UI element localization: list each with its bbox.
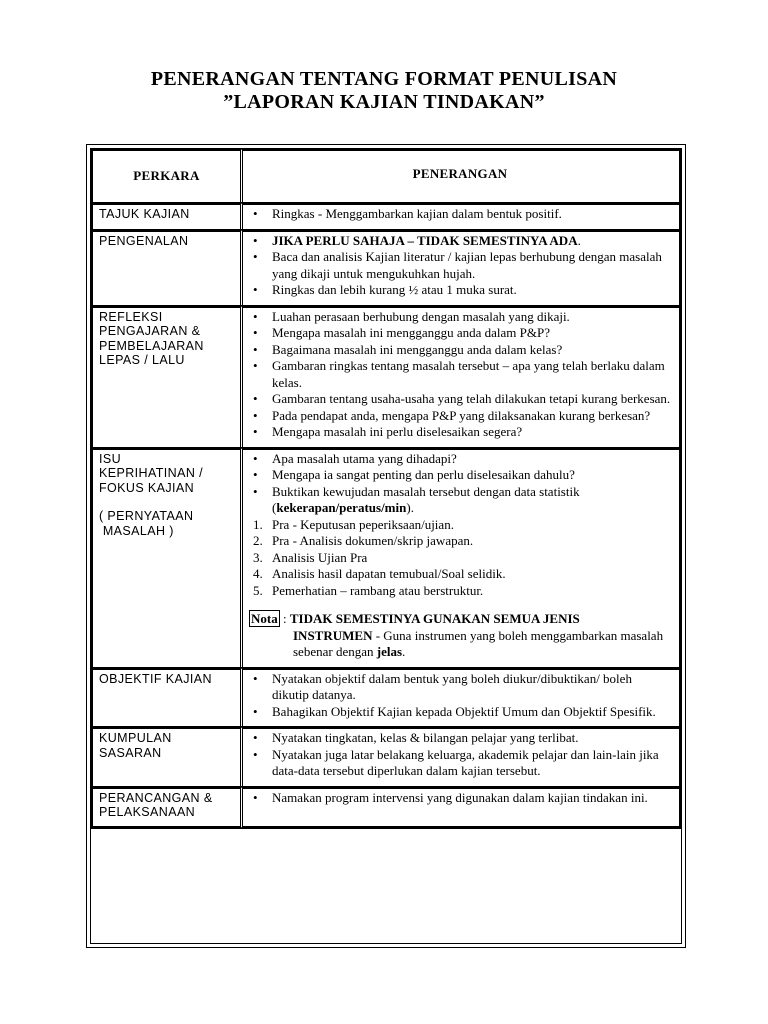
list-item: • Nyatakan juga latar belakang keluarga, akademik pelajar dan lain-lain jika data-data tersebut diperlukan dalam kajian tersebut. [249, 747, 671, 780]
list-item: • Gambaran ringkas tentang masalah tersebut – apa yang telah berlaku dalam kelas. [249, 358, 671, 391]
list-item: • Bahagikan Objektif Kajian kepada Objektif Umum dan Objektif Spesifik. [249, 704, 671, 721]
list-item: • Pada pendapat anda, mengapa P&P yang dilaksanakan kurang berkesan? [249, 408, 671, 425]
row-perancangan [90, 786, 682, 829]
list-item: • Ringkas dan lebih kurang ½ atau 1 muka surat. [249, 282, 671, 299]
row-isu-keprihatinan [90, 447, 682, 667]
emphasis-text: JIKA PERLU SAHAJA – TIDAK SEMESTINYA ADA [272, 232, 578, 248]
list-item: • Apa masalah utama yang dihadapi? [249, 451, 671, 468]
title-line-2: ”LAPORAN KAJIAN TINDAKAN” [223, 91, 545, 113]
row-pengenalan [90, 229, 682, 305]
list-item: • Nyatakan tingkatan, kelas & bilangan pelajar yang terlibat. [249, 730, 671, 747]
numbered-item: 1. Pra - Keputusan peperiksaan/ujian. [253, 516, 454, 532]
list-item: • Nyatakan objektif dalam bentuk yang boleh diukur/dibuktikan/ boleh dikutip datanya. [249, 671, 671, 704]
list-item: • Gambaran tentang usaha-usaha yang telah dilakukan tetapi kurang berkesan. [249, 391, 671, 408]
list-item: • Mengapa masalah ini perlu diselesaikan segera? [249, 424, 671, 441]
numbered-item: 3. Analisis Ujian Pra [253, 549, 368, 565]
list-item: • Mengapa masalah ini mengganggu anda dalam P&P? [249, 325, 671, 342]
row-refleksi [90, 305, 682, 447]
row-description [243, 667, 682, 727]
numbered-item: 2. Pra - Analisis dokumen/skrip jawapan. [253, 533, 474, 548]
row-description [243, 447, 682, 667]
row-tajuk-kajian [90, 202, 682, 229]
title-line-1: PENERANGAN TENTANG FORMAT PENULISAN [150, 68, 618, 90]
list-item: • Bagaimana masalah ini mengganggu anda dalam kelas? [249, 342, 671, 359]
numbered-item: 4. Analisis hasil dapatan temubual/Soal selidik. [253, 566, 506, 581]
list-item: • Namakan program intervensi yang digunakan dalam kajian tindakan ini. [249, 790, 671, 807]
numbered-item: 5. Pemerhatian – rambang atau berstruktur. [253, 582, 484, 598]
row-label: PERANCANGAN & PELAKSANAAN [90, 786, 243, 829]
row-kumpulan-sasaran [90, 726, 682, 786]
nota-block: Nota : TIDAK SEMESTINYA GUNAKAN SEMUA JENIS INSTRUMEN - Guna instrumen yang boleh menggambarkan masalah sebenar dengan jelas. [251, 611, 664, 659]
list-item: • JIKA PERLU SAHAJA – TIDAK SEMESTINYA ADA. [249, 233, 671, 250]
header-perkara: PERKARA [90, 148, 243, 202]
row-label: REFLEKSI PENGAJARAN & PEMBELAJARAN LEPAS / LALU [90, 305, 243, 447]
document-title [0, 68, 768, 114]
numbered-list [249, 517, 671, 600]
row-description [243, 229, 682, 305]
header-penerangan: PENERANGAN [243, 148, 682, 202]
row-description [243, 726, 682, 786]
row-description [243, 305, 682, 447]
row-label: OBJEKTIF KAJIAN [90, 667, 243, 727]
list-item: • Luahan perasaan berhubung dengan masalah yang dikaji. [249, 309, 671, 326]
row-description [243, 202, 682, 229]
format-table [90, 148, 682, 829]
nota-label: Nota [251, 611, 278, 626]
row-label: TAJUK KAJIAN [90, 202, 243, 229]
list-item: • Buktikan kewujudan masalah tersebut dengan data statistik (kekerapan/peratus/min). [249, 484, 671, 517]
row-label: ISU KEPRIHATINAN / FOKUS KAJIAN ( PERNYATAAN MASALAH ) [90, 447, 243, 667]
list-item: • Mengapa ia sangat penting dan perlu diselesaikan dahulu? [249, 467, 671, 484]
table-header-row [90, 148, 682, 202]
row-label: PENGENALAN [90, 229, 243, 305]
list-item: • Ringkas - Menggambarkan kajian dalam bentuk positif. [249, 206, 671, 223]
row-objektif-kajian [90, 667, 682, 727]
row-description [243, 786, 682, 829]
row-label: KUMPULAN SASARAN [90, 726, 243, 786]
emphasis-text: kekerapan/peratus/min [276, 500, 407, 515]
list-item: • Baca dan analisis Kajian literatur / kajian lepas berhubung dengan masalah yang dikaji untuk mengukuhkan hujah. [249, 249, 671, 282]
